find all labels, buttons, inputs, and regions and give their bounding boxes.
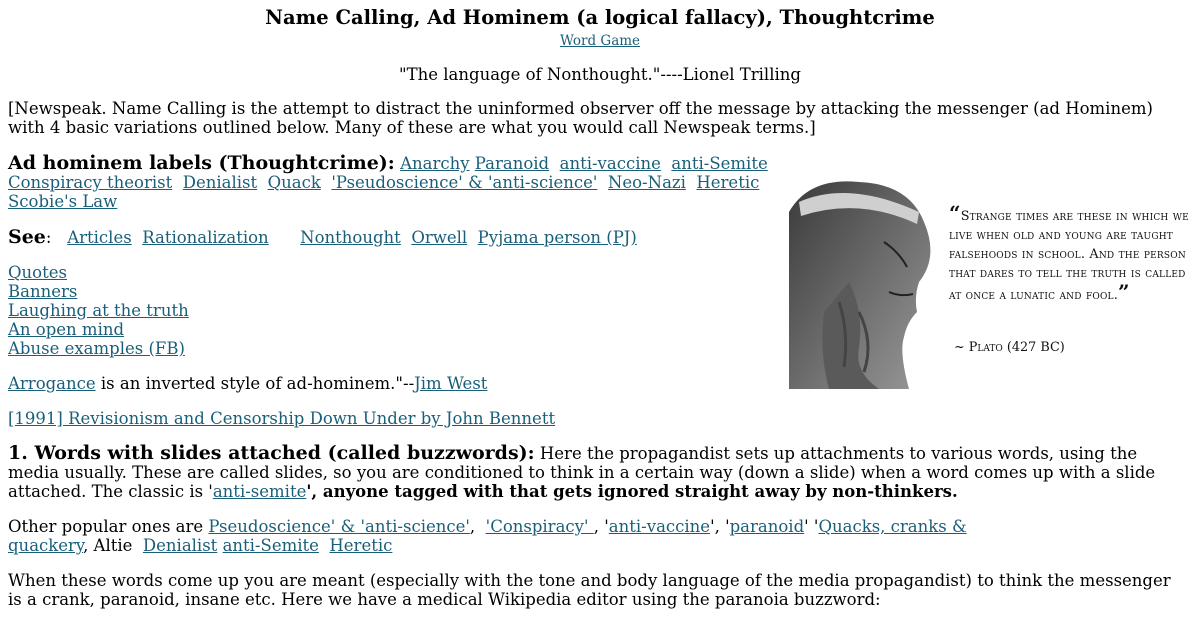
ad-hominem-labels	[8, 154, 768, 211]
page-header	[0, 6, 1200, 84]
other-sep-5: , Altie	[83, 536, 143, 555]
label-link-denialist[interactable]: Denialist	[182, 173, 258, 192]
arrogance-link[interactable]: Arrogance	[8, 374, 96, 393]
other-sep-2: , '	[593, 517, 609, 536]
plato-attribution: ~ Plato (427 BC)	[954, 340, 1065, 355]
revisionism-link[interactable]: [1991] Revisionism and Censorship Down Under by John Bennett	[8, 409, 556, 428]
page-title: Name Calling, Ad Hominem (a logical fallacy), Thoughtcrime	[265, 6, 935, 29]
link-banners[interactable]: Banners	[8, 282, 78, 301]
label-link-paranoid[interactable]: Paranoid	[474, 154, 550, 173]
link-laughing-at-the-truth[interactable]: Laughing at the truth	[8, 301, 189, 320]
label-link-heretic[interactable]: Heretic	[696, 173, 760, 192]
other-link-conspiracy[interactable]: 'Conspiracy'	[485, 517, 594, 536]
label-link-pseudoscience[interactable]: 'Pseudoscience' & 'anti-science'	[331, 173, 598, 192]
intro-paragraph	[8, 99, 1178, 137]
label-link-neo-nazi[interactable]: Neo-Nazi	[607, 173, 686, 192]
link-abuse-examples[interactable]: Abuse examples (FB)	[8, 339, 185, 358]
other-link-anti-semite[interactable]: anti-Semite	[222, 536, 319, 555]
other-link-paranoid[interactable]: paranoid	[729, 517, 805, 536]
other-lead: Other popular ones are	[8, 517, 209, 536]
plato-quote-image	[789, 172, 1191, 389]
see-heading: See	[8, 226, 46, 248]
plato-quote-body: Strange times are these in which we live when old and young are taught falsehoods in school. And the person that dares to tell the truth is called at once a lunatic and fool.	[949, 209, 1189, 303]
arrogance-text: is an inverted style of ad-hominem."--	[95, 374, 415, 393]
label-link-anti-vaccine[interactable]: anti-vaccine	[559, 154, 661, 173]
see-link-articles[interactable]: Articles	[67, 228, 132, 247]
other-link-pseudoscience[interactable]: Pseudoscience' & 'anti-science'	[208, 517, 470, 536]
label-link-scobies-law[interactable]: Scobie's Law	[8, 192, 118, 211]
intro-text: [Newspeak. Name Calling is the attempt to distract the uninformed observer off the message by attacking the messenger (ad Hominem) with 4 basic variations outlined below. Many of these are what you would call Newspeak terms.]	[8, 99, 1153, 137]
section-1-heading: 1. Words with slides attached (called buzzwords):	[8, 442, 535, 464]
see-link-nonthought[interactable]: Nonthought	[300, 228, 401, 247]
plato-quote-text	[949, 201, 1189, 305]
other-link-quacks[interactable]: Quacks, cranks & quackery	[8, 517, 967, 555]
closing-text: When these words come up you are meant (especially with the tone and body language of the media propagandist) to think the messenger is a crank, paranoid, insane etc. Here we have a medical Wikipedia editor using the paranoia buzzword:	[8, 571, 1171, 609]
other-popular-paragraph	[8, 517, 1193, 555]
other-link-denialist[interactable]: Denialist	[142, 536, 218, 555]
label-link-anarchy[interactable]: Anarchy	[400, 154, 470, 173]
revisionism-line	[8, 409, 1192, 428]
other-sep-3: ', '	[710, 517, 730, 536]
anti-semite-link[interactable]: anti-semite	[212, 482, 307, 501]
link-quotes[interactable]: Quotes	[8, 263, 67, 282]
see-link-pyjama-person[interactable]: Pyjama person (PJ)	[477, 228, 637, 247]
section-1-buzzwords	[8, 444, 1178, 501]
label-link-conspiracy-theorist[interactable]: Conspiracy theorist	[8, 173, 173, 192]
section-1-text: Here the propagandist sets up attachments to various words, using the media usually. These are called slides, so you are conditioned to think in a certain way (down a slide) when a word comes up with a slide attached. The classic is '	[8, 444, 1156, 501]
word-game-link[interactable]: Word Game	[559, 33, 641, 49]
other-sep-4: ' '	[804, 517, 819, 536]
labels-heading: Ad hominem labels (Thoughtcrime):	[8, 152, 395, 174]
see-link-rationalization[interactable]: Rationalization	[142, 228, 269, 247]
other-link-anti-vaccine[interactable]: anti-vaccine	[608, 517, 711, 536]
label-link-anti-semite[interactable]: anti-Semite	[671, 154, 768, 173]
other-link-heretic[interactable]: Heretic	[329, 536, 393, 555]
trilling-quote: "The language of Nonthought."----Lionel Trilling	[399, 65, 801, 84]
other-sep-1: ,	[469, 517, 486, 536]
closing-paragraph	[8, 571, 1183, 609]
see-link-orwell[interactable]: Orwell	[411, 228, 468, 247]
link-an-open-mind[interactable]: An open mind	[8, 320, 125, 339]
jim-west-link[interactable]: Jim West	[414, 374, 488, 393]
section-1-classic-tail: ', anyone tagged with that gets ignored straight away by non-thinkers.	[306, 482, 958, 501]
see-colon: :	[45, 228, 52, 247]
plato-close-quote: ”	[1118, 280, 1130, 304]
plato-bust-icon	[789, 172, 949, 389]
label-link-quack[interactable]: Quack	[267, 173, 321, 192]
plato-open-quote: “	[949, 201, 961, 225]
